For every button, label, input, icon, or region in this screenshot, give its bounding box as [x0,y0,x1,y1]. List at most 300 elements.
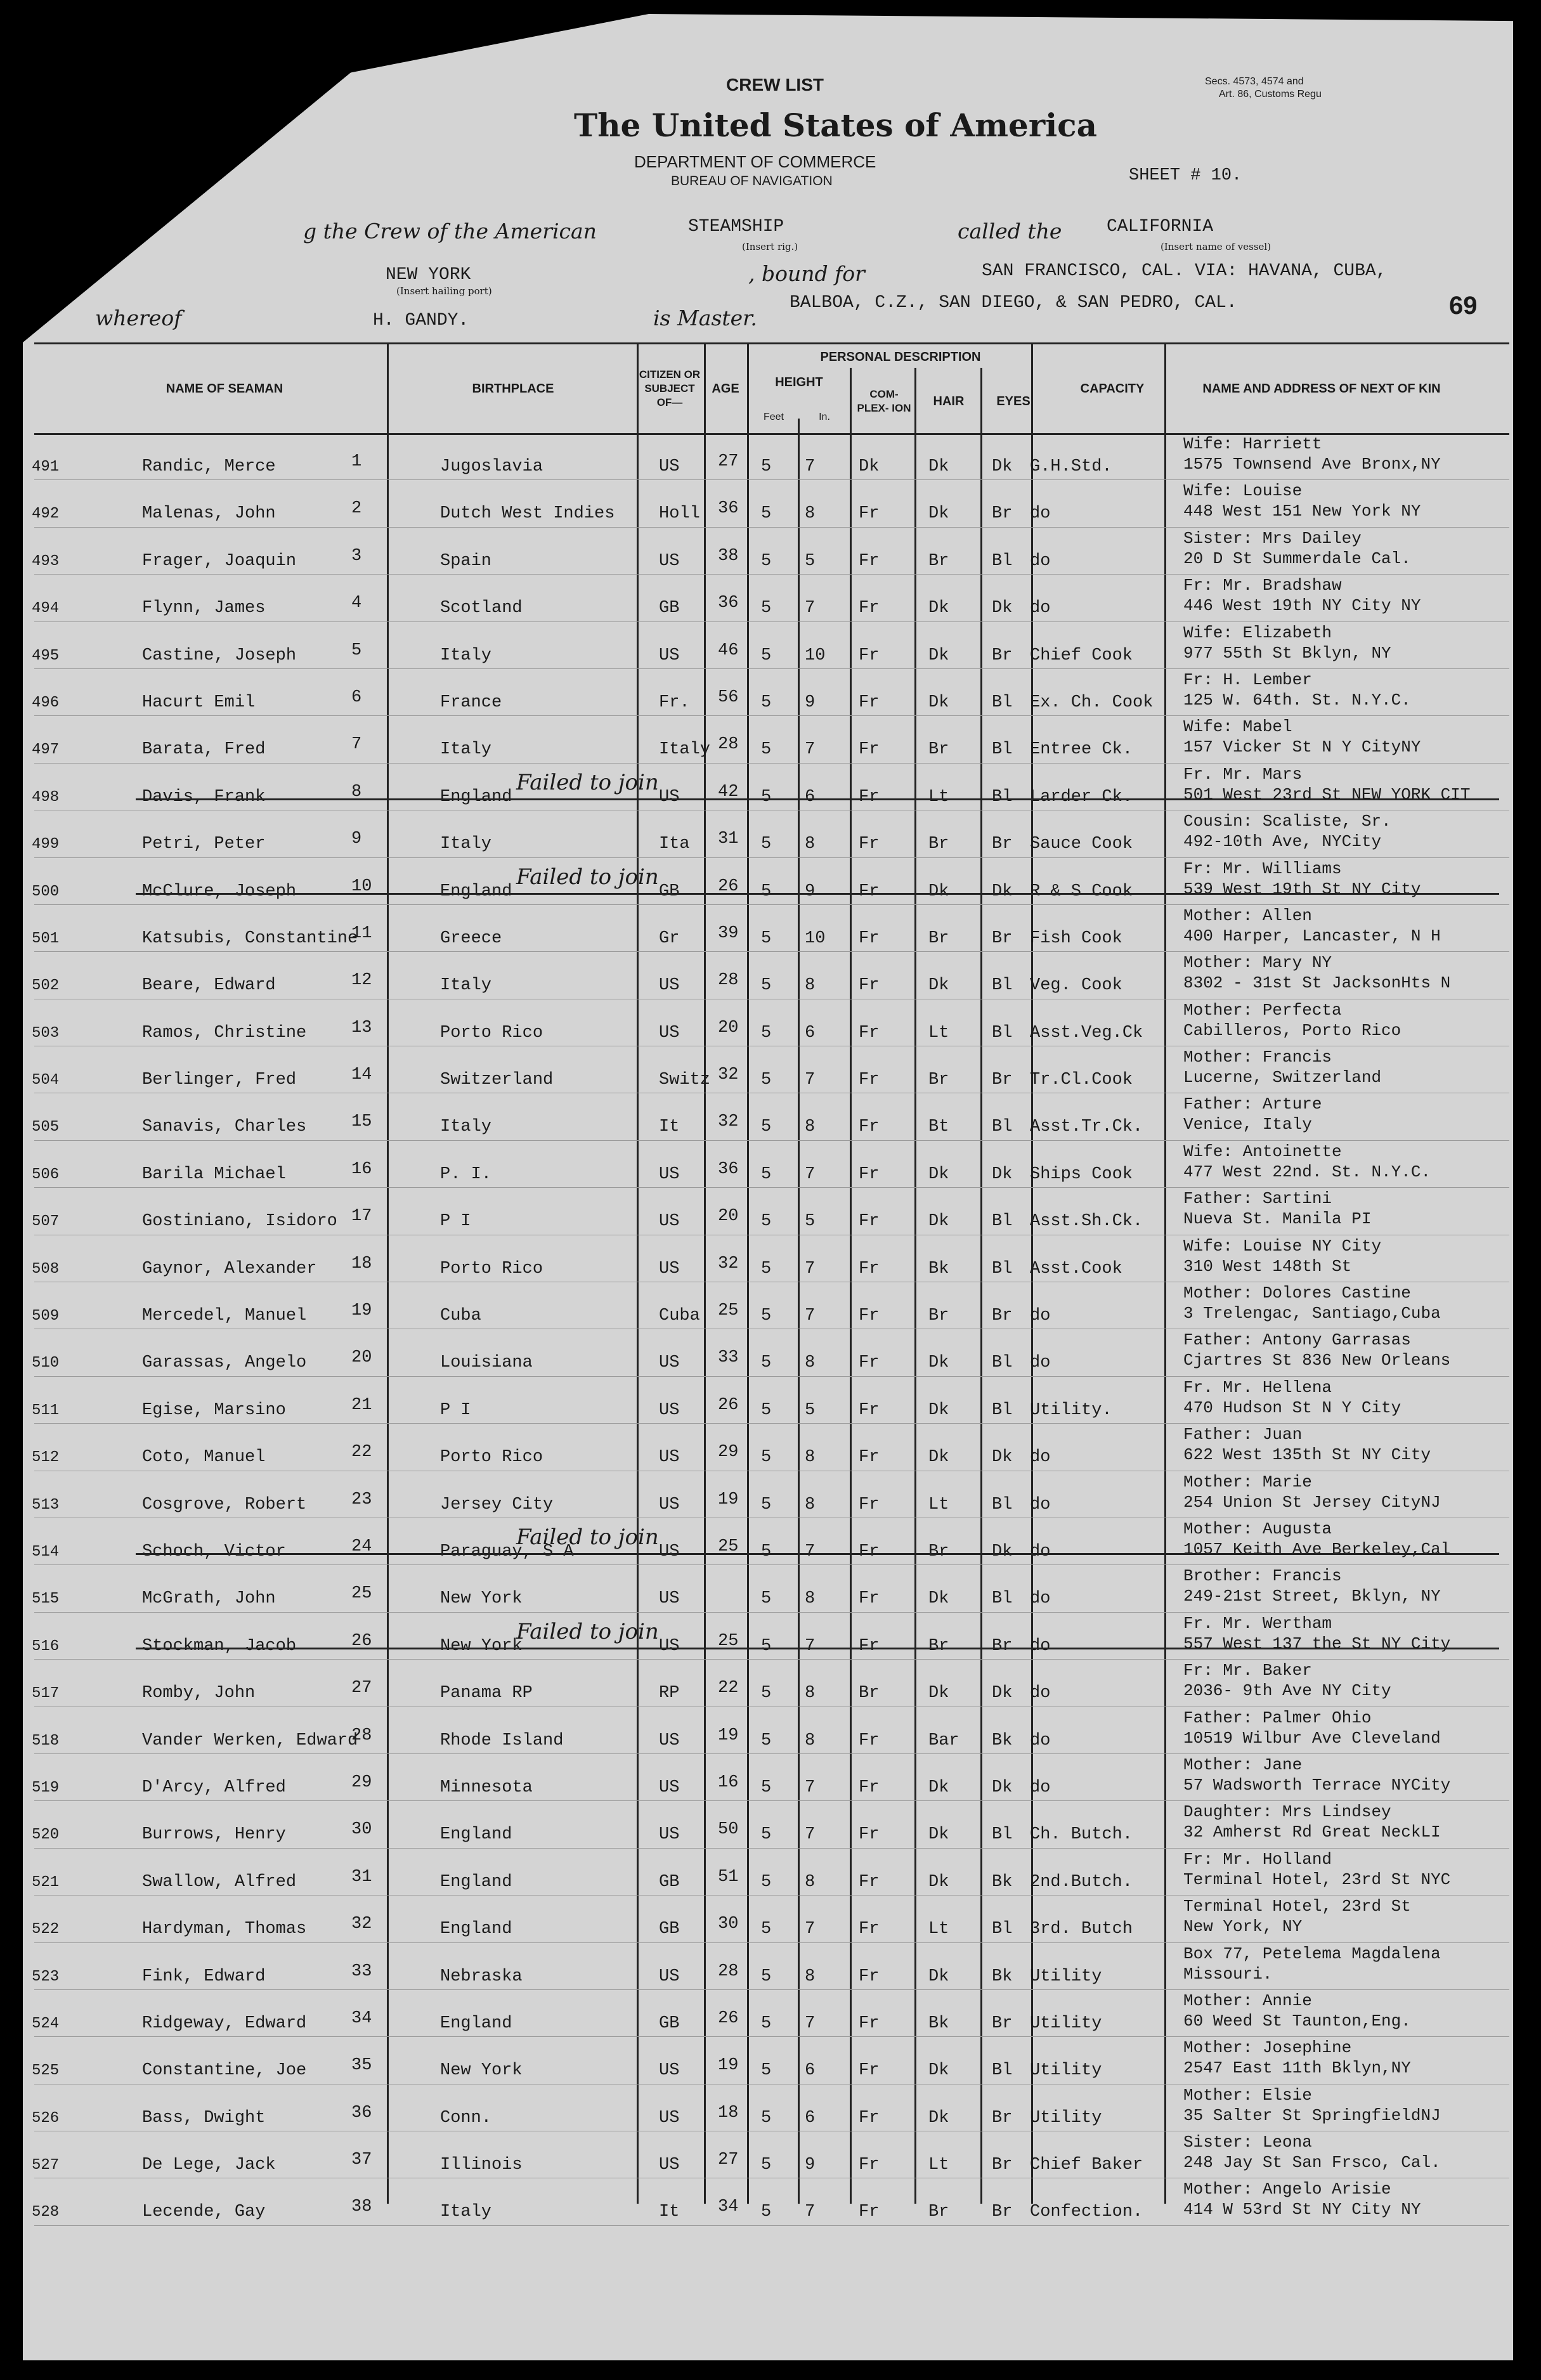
birthplace: New York [440,1589,523,1609]
line-number: 496 [32,694,60,712]
col-citizen: CITIZEN OR SUBJECT OF— [639,368,701,408]
capacity: Sauce Cook [1030,835,1133,854]
hair-color: Dk [928,504,949,524]
department-name: DEPARTMENT OF COMMERCE [634,152,876,171]
hair-color: Lt [928,2156,949,2175]
birthplace: Switzerland [440,1070,554,1090]
next-of-kin-name: Fr. Mr. Hellena [1183,1377,1332,1397]
crew-number: 27 [351,1679,372,1698]
eye-color: Dk [992,881,1013,901]
age: 19 [718,1726,739,1745]
capacity: Confection. [1030,2202,1143,2222]
hair-color: Br [928,1306,949,1326]
capacity: 3rd. Butch [1030,1920,1133,1939]
citizenship: US [659,1825,680,1845]
crew-number: 4 [351,594,362,613]
hair-color: Dk [928,1684,949,1703]
eye-color: Bl [992,1589,1013,1609]
eye-color: Bl [992,1353,1013,1373]
table-row [34,2084,1509,2131]
hair-color: Lt [928,787,949,807]
citizenship: US [659,1259,680,1278]
height-feet: 5 [761,504,772,524]
complexion: Fr [859,2156,880,2175]
complexion: Fr [859,551,880,571]
crew-number: 24 [351,1537,372,1556]
line-number: 519 [32,1779,60,1797]
next-of-kin-address: 157 Vicker St N Y CityNY [1183,738,1421,757]
crew-number: 10 [351,876,372,896]
line-number: 510 [32,1355,60,1372]
next-of-kin-address: 539 West 19th St NY City [1183,879,1421,899]
capacity: Ch. Butch. [1030,1825,1133,1845]
height-inches: 7 [805,457,816,476]
birthplace: Italy [440,2202,492,2222]
line-number: 505 [32,1119,60,1136]
hair-color: Lt [928,1920,949,1939]
line-number: 494 [32,600,60,618]
birthplace: Porto Rico [440,1448,543,1467]
capacity: do [1030,599,1051,618]
height-inches: 8 [805,1731,816,1750]
next-of-kin-name: Mother: Josephine [1183,2038,1352,2058]
seaman-name: Gaynor, Alexander [142,1259,317,1278]
next-of-kin-name: Wife: Louise NY City [1183,1236,1382,1256]
next-of-kin-address: 35 Salter St SpringfieldNJ [1183,2105,1441,2125]
vessel-name: CALIFORNIA [1107,217,1214,237]
hair-color: Br [928,835,949,854]
citizenship: GB [659,2013,680,2033]
hair-color: Bar [928,1731,959,1750]
next-of-kin-address: 2036- 9th Ave NY City [1183,1681,1391,1701]
table-row [34,528,1509,575]
complexion: Fr [859,1448,880,1467]
table-row [34,1093,1509,1140]
height-inches: 9 [805,693,816,712]
table-row [34,669,1509,716]
height-feet: 5 [761,2156,772,2175]
table-row [34,716,1509,763]
height-feet: 5 [761,1778,772,1797]
line-number: 518 [32,1732,60,1750]
sheet-number: SHEET # 10. [1129,166,1242,185]
next-of-kin-name: Box 77, Petelema Magdalena [1183,1944,1441,1963]
crew-number: 7 [351,735,362,755]
next-of-kin-address: 57 Wadsworth Terrace NYCity [1183,1775,1451,1795]
hair-color: Dk [928,1872,949,1892]
height-feet: 5 [761,2108,772,2128]
seaman-name: Katsubis, Constantine [142,928,358,948]
next-of-kin-name: Mother: Marie [1183,1472,1312,1492]
line-number: 492 [32,505,60,523]
seaman-name: Ramos, Christine [142,1023,307,1043]
next-of-kin-name: Father: Sartini [1183,1189,1332,1209]
height-feet: 5 [761,740,772,760]
hair-color: Dk [928,2108,949,2128]
birthplace: Rhode Island [440,1731,564,1750]
complexion: Fr [859,646,880,665]
seaman-name: Coto, Manuel [142,1448,266,1467]
next-of-kin-name: Cousin: Scaliste, Sr. [1183,812,1391,831]
citizenship: Switz [659,1070,711,1090]
height-feet: 5 [761,1448,772,1467]
hair-color: Dk [928,1164,949,1184]
crew-number: 12 [351,971,372,991]
seaman-name: Romby, John [142,1684,256,1703]
seaman-name: Ridgeway, Edward [142,2013,307,2033]
table-row [34,2178,1509,2225]
eye-color: Br [992,2202,1013,2222]
col-name-of-seaman: NAME OF SEAMAN [166,382,283,396]
citizenship: GB [659,1920,680,1939]
seaman-name: Hacurt Emil [142,693,256,712]
next-of-kin-name: Fr. Mr. Mars [1183,764,1303,784]
capacity: do [1030,1306,1051,1326]
next-of-kin-name: Mother: Perfecta [1183,1000,1342,1020]
citizenship: US [659,1636,680,1656]
complexion: Fr [859,1353,880,1373]
line-number: 495 [32,647,60,665]
capacity: do [1030,1778,1051,1797]
seaman-name: Sanavis, Charles [142,1117,307,1137]
next-of-kin-name: Fr. Mr. Wertham [1183,1613,1332,1633]
age: 56 [718,687,739,707]
complexion: Fr [859,1164,880,1184]
complexion: Fr [859,976,880,996]
called-label: called the [958,219,1062,244]
birthplace: Spain [440,551,492,571]
height-feet: 5 [761,1589,772,1609]
complexion: Fr [859,599,880,618]
crew-number: 31 [351,1867,372,1887]
age: 32 [718,1065,739,1085]
table-row [34,480,1509,527]
table-row [34,1282,1509,1329]
crew-number: 32 [351,1915,372,1934]
capacity: Utility [1030,2108,1102,2128]
next-of-kin-address: 249-21st Street, Bklyn, NY [1183,1587,1441,1606]
height-inches: 5 [805,1400,816,1420]
hair-color: Dk [928,646,949,665]
citizenship: US [659,1164,680,1184]
hair-color: Br [928,1542,949,1561]
complexion: Fr [859,504,880,524]
birthplace: England [440,2013,512,2033]
birthplace: Illinois [440,2156,523,2175]
line-number: 515 [32,1590,60,1608]
capacity: Asst.Cook [1030,1259,1122,1278]
hair-color: Lt [928,1023,949,1043]
eye-color: Br [992,928,1013,948]
crew-number: 26 [351,1631,372,1651]
citizenship: US [659,1400,680,1420]
height-inches: 7 [805,2202,816,2222]
complexion: Fr [859,2013,880,2033]
seaman-name: Randic, Merce [142,457,276,476]
failed-to-join-note: Failed to join [516,864,659,890]
birthplace: Panama RP [440,1684,533,1703]
next-of-kin-name: Mother: Francis [1183,1048,1332,1067]
line-number: 522 [32,1921,60,1939]
eye-color: Bl [992,1920,1013,1939]
age: 30 [718,1915,739,1934]
capacity: Utility [1030,2061,1102,2081]
birthplace: P. I. [440,1164,492,1184]
hair-color: Dk [928,1448,949,1467]
seaman-name: Hardyman, Thomas [142,1920,307,1939]
next-of-kin-address: New York, NY [1183,1917,1303,1937]
table-row [34,1754,1509,1801]
crew-number: 17 [351,1207,372,1226]
citizenship: US [659,976,680,996]
height-inches: 7 [805,1164,816,1184]
capacity: Tr.Cl.Cook [1030,1070,1133,1090]
next-of-kin-address: 501 West 23rd St NEW YORK CIT [1183,784,1471,804]
height-feet: 5 [761,2013,772,2033]
age: 28 [718,971,739,991]
citizenship: US [659,2108,680,2128]
seaman-name: Cosgrove, Robert [142,1495,307,1514]
complexion: Fr [859,1731,880,1750]
table-row [34,1990,1509,2037]
page-number: 69 [1449,292,1478,320]
age: 28 [718,1961,739,1981]
crew-number: 16 [351,1159,372,1179]
capacity: Utility. [1030,1400,1112,1420]
age: 50 [718,1820,739,1840]
seaman-name: Mercedel, Manuel [142,1306,307,1326]
citizenship: Ita [659,835,690,854]
seaman-name: Swallow, Alfred [142,1872,297,1892]
birthplace: Italy [440,976,492,996]
next-of-kin-name: Mother: Annie [1183,1991,1312,2010]
line-number: 502 [32,977,60,995]
complexion: Fr [859,1920,880,1939]
citizenship: Fr. [659,693,690,712]
hair-color: Bk [928,2013,949,2033]
complexion: Fr [859,693,880,712]
crew-number: 21 [351,1395,372,1415]
birthplace: England [440,1920,512,1939]
height-inches: 8 [805,504,816,524]
next-of-kin-name: Sister: Mrs Dailey [1183,528,1362,548]
birthplace: England [440,881,512,901]
col-complexion: COM- PLEX- ION [857,388,911,414]
line-number: 493 [32,552,60,570]
citizenship: Italy [659,740,711,760]
seaman-name: Barata, Fred [142,740,266,760]
crew-number: 6 [351,687,362,707]
height-feet: 5 [761,1117,772,1137]
crew-number: 34 [351,2008,372,2028]
citizenship: It [659,1117,680,1137]
hair-color: Dk [928,1825,949,1845]
complexion: Fr [859,881,880,901]
table-row [34,1707,1509,1754]
crew-number: 20 [351,1348,372,1368]
table-row [34,1896,1509,1942]
crew-number: 3 [351,546,362,566]
citizenship: US [659,1495,680,1514]
country-title: The United States of America [574,107,1098,144]
next-of-kin-address: 8302 - 31st St JacksonHts N [1183,973,1451,993]
height-feet: 5 [761,1920,772,1939]
hair-color: Dk [928,1212,949,1232]
birthplace: Greece [440,928,502,948]
height-inches: 7 [805,1636,816,1656]
age: 26 [718,1395,739,1415]
hair-color: Lt [928,1495,949,1514]
birthplace: P I [440,1212,471,1232]
crew-number: 15 [351,1112,372,1132]
height-inches: 8 [805,1117,816,1137]
table-row [34,1849,1509,1896]
eye-color: Bl [992,740,1013,760]
table-row [34,905,1509,952]
age: 33 [718,1348,739,1368]
height-inches: 10 [805,928,826,948]
height-inches: 7 [805,1920,816,1939]
complexion: Br [859,1684,880,1703]
height-feet: 5 [761,1400,772,1420]
capacity: do [1030,1495,1051,1514]
seaman-name: Gostiniano, Isidoro [142,1212,337,1232]
next-of-kin-name: Terminal Hotel, 23rd St [1183,1897,1411,1916]
eye-color: Bl [992,787,1013,807]
hair-color: Dk [928,1400,949,1420]
eye-color: Bl [992,2061,1013,2081]
birthplace: New York [440,2061,523,2081]
age: 27 [718,2150,739,2170]
port-hint: (Insert hailing port) [396,285,492,297]
eye-color: Dk [992,457,1013,476]
complexion: Fr [859,2061,880,2081]
height-feet: 5 [761,646,772,665]
capacity: G.H.Std. [1030,457,1112,476]
crew-number: 5 [351,641,362,660]
birthplace: Jugoslavia [440,457,543,476]
next-of-kin-address: Nueva St. Manila PI [1183,1209,1372,1229]
line-number: 506 [32,1166,60,1183]
table-row [34,1613,1509,1660]
crew-number: 38 [351,2197,372,2217]
strikethrough-line [136,1553,1499,1555]
eye-color: Br [992,504,1013,524]
line-number: 520 [32,1826,60,1844]
hailing-port: NEW YORK [386,265,471,285]
eye-color: Br [992,2156,1013,2175]
age: 19 [718,1490,739,1509]
seaman-name: Burrows, Henry [142,1825,286,1845]
table-row [34,622,1509,669]
birthplace: Porto Rico [440,1259,543,1278]
complexion: Fr [859,1259,880,1278]
strikethrough-line [136,798,1499,800]
table-row [34,1565,1509,1612]
height-feet: 5 [761,928,772,948]
complexion: Fr [859,1306,880,1326]
eye-color: Dk [992,1542,1013,1561]
crew-number: 33 [351,1961,372,1981]
capacity: Chief Baker [1030,2156,1143,2175]
birthplace: Scotland [440,599,523,618]
seaman-name: Malenas, John [142,504,276,524]
capacity: Asst.Veg.Ck [1030,1023,1143,1043]
capacity: do [1030,551,1051,571]
height-inches: 5 [805,1212,816,1232]
hair-color: Bt [928,1117,949,1137]
crew-number: 11 [351,923,372,943]
eye-color: Bl [992,1212,1013,1232]
seaman-name: Castine, Joseph [142,646,297,665]
col-capacity: CAPACITY [1080,382,1145,396]
age: 36 [718,499,739,519]
eye-color: Bl [992,1400,1013,1420]
crew-number: 25 [351,1584,372,1604]
line-number: 524 [32,2015,60,2032]
strikethrough-line [136,1648,1499,1649]
line-number: 512 [32,1449,60,1467]
age: 26 [718,2008,739,2028]
citizenship: US [659,2061,680,2081]
birthplace: Cuba [440,1306,481,1326]
seaman-name: Davis, Frank [142,787,266,807]
bound-label: , bound for [748,261,865,286]
next-of-kin-name: Mother: Jane [1183,1755,1303,1774]
height-inches: 7 [805,2013,816,2033]
next-of-kin-name: Mother: Elsie [1183,2085,1312,2105]
table-row [34,1424,1509,1471]
age: 29 [718,1443,739,1462]
table-row [34,1188,1509,1235]
capacity: R & S Cook [1030,881,1133,901]
seaman-name: Schoch, Victor [142,1542,286,1561]
table-row [34,810,1509,857]
height-inches: 9 [805,881,816,901]
height-feet: 5 [761,457,772,476]
capacity: Entree Ck. [1030,740,1133,760]
citizenship: Cuba [659,1306,700,1326]
height-inches: 5 [805,551,816,571]
age: 32 [718,1254,739,1273]
next-of-kin-address: 2547 East 11th Bklyn,NY [1183,2058,1411,2078]
crew-number: 23 [351,1490,372,1509]
crew-number: 8 [351,782,362,802]
age: 42 [718,782,739,802]
whereof-label: whereof [95,306,182,330]
complexion: Fr [859,2108,880,2128]
height-inches: 8 [805,1353,816,1373]
next-of-kin-address: 470 Hudson St N Y City [1183,1398,1401,1417]
seaman-name: Fink, Edward [142,1967,266,1986]
citizenship: US [659,551,680,571]
eye-color: Bk [992,1967,1013,1986]
height-feet: 5 [761,551,772,571]
eye-color: Dk [992,1778,1013,1797]
citizenship: US [659,1542,680,1561]
complexion: Fr [859,1542,880,1561]
next-of-kin-address: 446 West 19th NY City NY [1183,596,1421,616]
article-reference: Art. 86, Customs Regu [1219,89,1322,100]
next-of-kin-address: 492-10th Ave, NYCity [1183,832,1382,852]
crew-number: 30 [351,1820,372,1840]
next-of-kin-address: 557 West 137 the St NY City [1183,1634,1451,1653]
birthplace: Conn. [440,2108,492,2128]
birthplace: Italy [440,1117,492,1137]
height-inches: 10 [805,646,826,665]
birthplace: Porto Rico [440,1023,543,1043]
seaman-name: Beare, Edward [142,976,276,996]
